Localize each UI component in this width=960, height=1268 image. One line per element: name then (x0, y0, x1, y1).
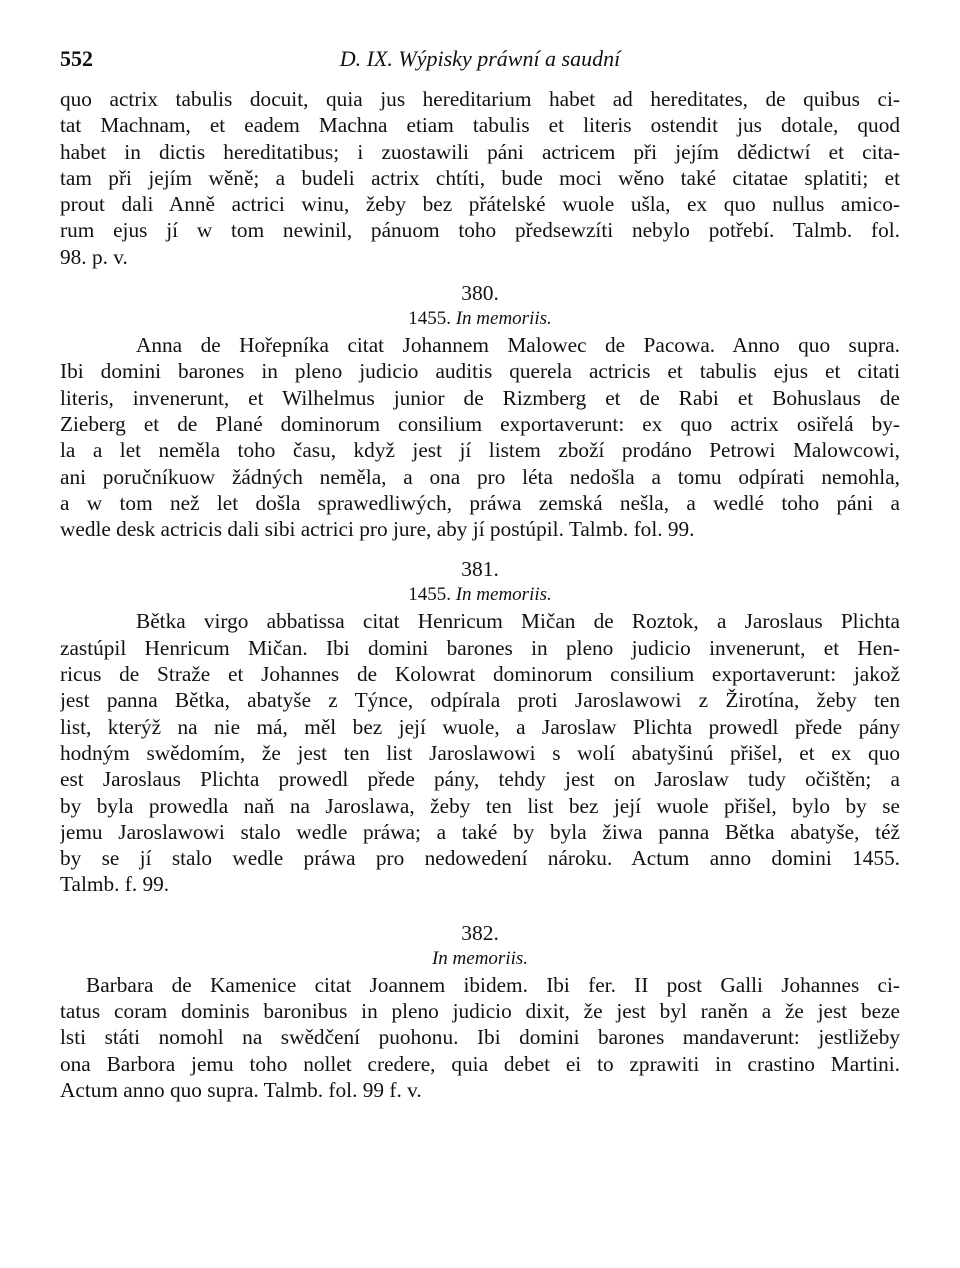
text-line: tat Machnam, et eadem Machna etiam tabulis et literis ostendit jus dotale, quod (60, 113, 900, 138)
text-line: ricus de Straže et Johannes de Kolowrat dominorum consilium exportaverunt: jakož (60, 662, 900, 687)
page-number: 552 (60, 46, 93, 71)
text-line: jemu Jaroslawowi stalo wedle práwa; a také by byla žiwa panna Bětka abatyše, též (60, 819, 900, 844)
text-line: hodným swědomím, že jest ten list Jaroslawowi s wolí abatyšinú přišel, et ex quo (60, 740, 900, 765)
text-line: ani poručníkuow žádných neměla, a ona pro léta nedošla a tomu odpírati nemohla, (60, 464, 900, 489)
section-memo: In memoriis. (455, 308, 552, 330)
text-line: habet in dictis hereditatibus; i zuostawili páni actricem při jejím dědictwí et cita- (60, 139, 900, 164)
text-line: Barbara de Kamenice citat Joannem ibidem. Ibi fer. II post Galli Johannes ci- (86, 972, 900, 997)
text-line: zastúpil Henricum Mičan. Ibi domini barones in pleno judicio invenerunt, et Hen- (60, 635, 900, 660)
text-line: ona Barbora jemu toho nollet credere, quia debet ei to zprawiti in crastino Martini. (60, 1051, 900, 1076)
section-memo: In memoriis. (455, 584, 552, 606)
section-year: 1455. (408, 584, 451, 606)
section-meta (60, 306, 900, 332)
section-year: 1455. (408, 308, 451, 330)
text-line: tatus coram dominis baronibus in pleno judicio dixit, že jest byl raněn a že jest beze (60, 999, 900, 1024)
text-line: list, kterýž na nie má, měl bez její wuole, a Jaroslaw Plichta prowedl přede pány (60, 714, 900, 739)
intro-paragraph (60, 86, 900, 270)
text-line: Anna de Hořepníka citat Johannem Malowec de Pacowa. Anno quo supra. (136, 333, 900, 358)
text-line: wedle desk actricis dali sibi actrici pro jure, aby jí postúpil. Talmb. fol. 99. (60, 517, 695, 542)
section-number: 382. (461, 920, 499, 945)
text-line: 98. p. v. (60, 244, 128, 269)
text-line: la a let neměla toho času, když jest jí listem zboží prodáno Petrowi Malowcowi, (60, 438, 900, 463)
text-line: Bětka virgo abbatissa citat Henricum Mičan de Roztok, a Jaroslaus Plichta (136, 609, 900, 634)
running-head: D. IX. Wýpisky práwní a saudní (339, 46, 621, 71)
text-line: tam při jejím wěně; a budeli actrix chtíti, bude moci wěno také citatae splatiti; et (60, 165, 900, 190)
page-header (60, 40, 900, 86)
text-line: quo actrix tabulis docuit, quia jus hereditarium habet ad hereditates, de quibus ci- (60, 87, 900, 111)
text-line: a w tom než let došla sprawedliwých, práwa zemská nešla, a wedlé toho páni a (60, 490, 900, 515)
section-paragraph (60, 972, 900, 1103)
section-meta (60, 582, 900, 608)
text-line: prout dali Anně actrici winu, žeby bez přátelské wuole ušla, ex quo nullus amico- (60, 192, 900, 217)
text-line: by byla prowedla naň na Jaroslawa, žeby ten list bez její wuole přišel, bylo by se (60, 793, 900, 818)
text-line: by se jí stalo wedle práwa pro nedowedení nároku. Actum anno domini 1455. (60, 846, 900, 871)
text-line: Ibi domini barones in pleno judicio auditis querela actricis et tabulis ejus et citati (60, 359, 900, 384)
book-page (60, 40, 900, 1103)
section-meta (60, 946, 900, 972)
text-line: rum ejus jí w tom newinil, pánuom toho předsewzíti nebylo potřebí. Talmb. fol. (60, 218, 900, 243)
section-memo: In memoriis. (431, 947, 529, 969)
section-number: 380. (461, 281, 499, 306)
section-paragraph (60, 332, 900, 542)
section-number: 381. (461, 557, 499, 582)
text-line: literis, invenerunt, et Wilhelmus junior de Rizmberg et de Rabi et Bohuslaus de (60, 385, 900, 410)
text-line: Actum anno quo supra. Talmb. fol. 99 f. v. (60, 1077, 422, 1102)
text-line: Zieberg et de Plané dominorum consilium exportaverunt: ex quo actrix osiřelá by- (60, 411, 900, 436)
text-line: Talmb. f. 99. (60, 872, 170, 897)
section-paragraph (60, 608, 900, 897)
text-line: jest panna Bětka, abatyše z Týnce, odpírala proti Jaroslawowi z Žirotína, žeby ten (60, 688, 900, 713)
text-line: lsti státi nomohl na swědčení puohonu. Ibi domini barones mandaverunt: jestližeby (60, 1025, 900, 1050)
text-line: est Jaroslaus Plichta prowedl přede pány, tehdy jest on Jaroslaw tudy očištěn; a (60, 767, 900, 792)
